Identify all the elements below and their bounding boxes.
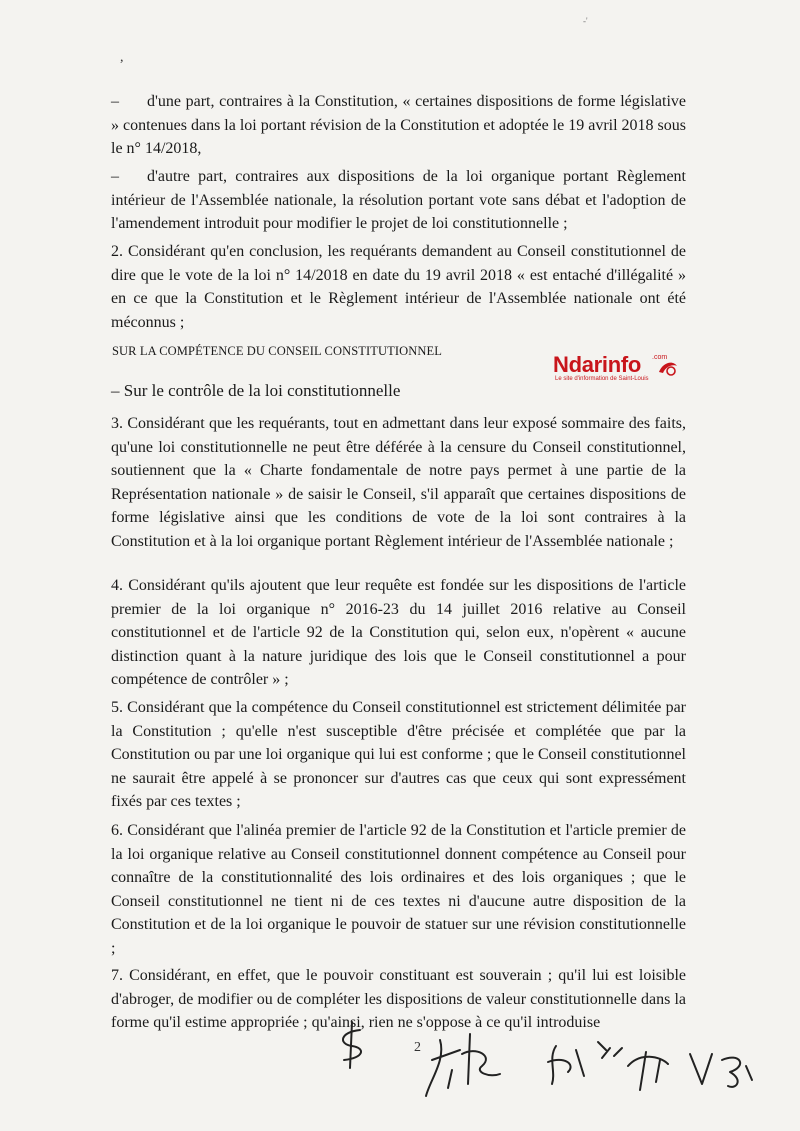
dash-bullet: – (111, 168, 119, 185)
top-right-mark: -' (583, 16, 588, 26)
subheading: – Sur le contrôle de la loi constitutionnelle (111, 381, 401, 400)
page-number: 2 (414, 1040, 421, 1055)
paragraph-text: d'une part, contraires à la Constitution, « certaines dispositions de forme législative » contenues dans la loi portant révision de la Constitution et adoptée le 19 avril 2018 sous le n° 14/2018, (111, 93, 686, 157)
paragraph-7: 7. Considérant, en effet, que le pouvoir constituant est souverain ; qu'il lui est loisible d'abroger, de modifier ou de compléter les dispositions de valeur constitutionnelle dans la forme qu'il estime appropriée ; qu'ainsi, rien ne s'oppose à ce qu'il introduise (111, 967, 686, 1031)
paragraph-text: d'autre part, contraires aux dispositions de la loi organique portant Règlement intérieur de l'Assemblée nationale, la résolution portant vote sans débat et l'adoption de l'amendement introduit pour modifier le projet de loi constitutionnelle ; (111, 168, 686, 232)
section-heading: SUR LA COMPÉTENCE DU CONSEIL CONSTITUTIONNEL (112, 344, 442, 358)
logo-tagline: Le site d'information de Saint-Louis (555, 376, 649, 382)
paragraph-4: 4. Considérant qu'ils ajoutent que leur requête est fondée sur les dispositions de l'article premier de la loi organique n° 2016-23 du 14 juillet 2016 relative au Conseil constitutionnel et de l'article 92 de la Constitution qui, selon eux, n'opèrent « aucune distinction quant à la nature juridique des lois que le Conseil constitutionnel a pour compétence de contrôler » ; (111, 577, 686, 688)
logo-dotcom: .com (652, 354, 668, 361)
logo-name: Ndarinfo (553, 352, 642, 377)
dash-bullet: – (111, 93, 119, 110)
paragraph-6: 6. Considérant que l'alinéa premier de l'article 92 de la Constitution et l'article premier de la loi organique relative au Conseil constitutionnel donnent compétence au Conseil pour connaître de la constitutionnalité des lois ordinaires et des lois organiques ; que le Conseil constitutionnel ne tient ni de ces textes ni d'aucune autre disposition de la Constitution et de la loi organique le pouvoir de statuer sur une révision constitutionnelle ; (111, 822, 686, 957)
paragraph-3: 3. Considérant que les requérants, tout en admettant dans leur exposé sommaire des faits, qu'une loi constitutionnelle ne peut être déférée à la censure du Conseil constitutionnel, soutiennent que la « Charte fondamentale de notre pays permet à une partie de la Représentation nationale » de saisir le Conseil, s'il apparaît que certaines dispositions de forme législative ainsi que les conditions de vote de la loi sont contraires à la Constitution et à la loi organique portant Règlement intérieur de l'Assemblée nationale ; (111, 415, 686, 550)
paragraph-5: 5. Considérant que la compétence du Conseil constitutionnel est strictement délimitée par la Constitution ; qu'elle n'est susceptible d'être précisée et complétée que par la Constitution ou par une loi organique qui lui est conforme ; que le Conseil constitutionnel ne saurait être appelé à se prononcer sur d'autres cas que ceux qui sont expressément fixés par ces textes ; (111, 699, 686, 810)
paragraph-2: 2. Considérant qu'en conclusion, les requérants demandent au Conseil constitutionnel de dire que le vote de la loi n° 14/2018 en date du 19 avril 2018 « est entaché d'illégalité » en ce que la Constitution et le Règlement intérieur de l'Assemblée nationale ont été méconnus ; (111, 243, 686, 331)
top-mark: , (120, 50, 124, 65)
